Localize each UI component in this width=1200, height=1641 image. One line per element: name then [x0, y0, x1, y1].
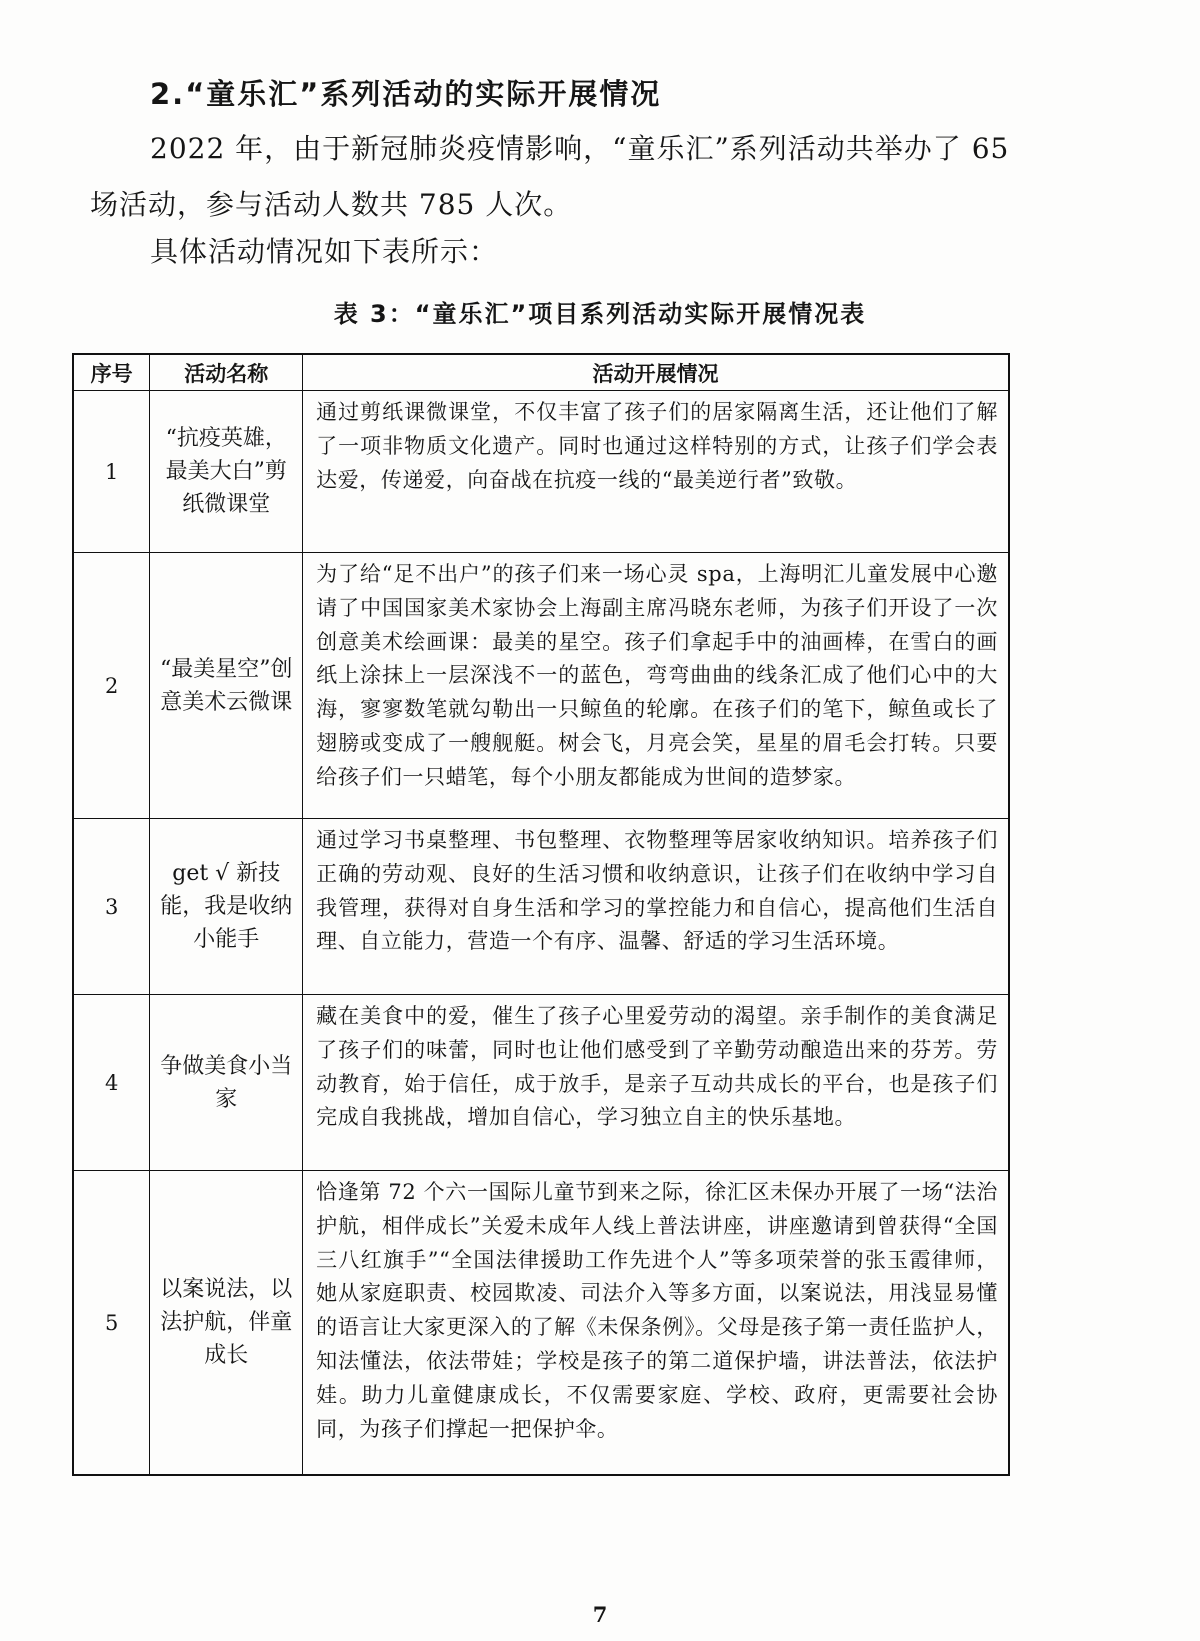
row-index: 5 — [73, 1171, 150, 1476]
row-activity-description: 为了给“足不出户”的孩子们来一场心灵 spa，上海明汇儿童发展中心邀请了中国国家美术家协会上海副主席冯晓东老师，为孩子们开设了一次创意美术绘画课：最美的星空。孩子们拿起手中的油画棒，在雪白的画纸上涂抹上一层深浅不一的蓝色，弯弯曲曲的线条汇成了他们心中的大海，寥寥数笔就勾勒出一只鲸鱼的轮廓。在孩子们的笔下，鲸鱼或长了翅膀或变成了一艘舰艇。树会飞，月亮会笑，星星的眉毛会打转。只要给孩子们一只蜡笔，每个小朋友都能成为世间的造梦家。 — [303, 553, 1009, 819]
row-activity-name: “抗疫英雄，最美大白”剪纸微课堂 — [150, 391, 303, 553]
table-header-row — [73, 354, 1009, 391]
header-activity-description: 活动开展情况 — [303, 354, 1009, 391]
table-row — [73, 391, 1009, 553]
row-activity-description: 通过剪纸课微课堂，不仅丰富了孩子们的居家隔离生活，还让他们了解了一项非物质文化遗产。同时也通过这样特别的方式，让孩子们学会表达爱，传递爱，向奋战在抗疫一线的“最美逆行者”致敬。 — [303, 391, 1009, 553]
row-activity-name: 争做美食小当家 — [150, 995, 303, 1171]
table-row — [73, 553, 1009, 819]
row-activity-name: “最美星空”创意美术云微课 — [150, 553, 303, 819]
row-activity-name: get √ 新技能，我是收纳小能手 — [150, 819, 303, 995]
table-intro-paragraph: 具体活动情况如下表所示： — [150, 235, 499, 268]
table-row — [73, 819, 1009, 995]
row-index: 4 — [73, 995, 150, 1171]
section-heading: 2.“童乐汇”系列活动的实际开展情况 — [150, 77, 662, 111]
row-index: 1 — [73, 391, 150, 553]
table-caption: 表 3：“童乐汇”项目系列活动实际开展情况表 — [333, 300, 867, 328]
header-index: 序号 — [73, 354, 150, 391]
page-number: 7 — [592, 1602, 608, 1627]
header-activity-name: 活动名称 — [150, 354, 303, 391]
row-activity-description: 通过学习书桌整理、书包整理、衣物整理等居家收纳知识。培养孩子们正确的劳动观、良好的生活习惯和收纳意识，让孩子们在收纳中学习自我管理，获得对自身生活和学习的掌控能力和自信心，提高他们生活自理、自立能力，营造一个有序、温馨、舒适的学习生活环境。 — [303, 819, 1009, 995]
table-row — [73, 1171, 1009, 1476]
row-index: 3 — [73, 819, 150, 995]
row-activity-description: 恰逢第 72 个六一国际儿童节到来之际，徐汇区未保办开展了一场“法治护航，相伴成长”关爱未成年人线上普法讲座，讲座邀请到曾获得“全国三八红旗手”“全国法律援助工作先进个人”等多项荣誉的张玉霞律师，她从家庭职责、校园欺凌、司法介入等多方面，以案说法，用浅显易懂的语言让大家更深入的了解《未保条例》。父母是孩子第一责任监护人，知法懂法，依法带娃；学校是孩子的第二道保护墙，讲法普法，依法护娃。助力儿童健康成长，不仅需要家庭、学校、政府，更需要社会协同，为孩子们撑起一把保护伞。 — [303, 1171, 1009, 1476]
row-activity-description: 藏在美食中的爱，催生了孩子心里爱劳动的渴望。亲手制作的美食满足了孩子们的味蕾，同时也让他们感受到了辛勤劳动酿造出来的芬芳。劳动教育，始于信任，成于放手，是亲子互动共成长的平台，也是孩子们完成自我挑战，增加自信心，学习独立自主的快乐基地。 — [303, 995, 1009, 1171]
row-activity-name: 以案说法，以法护航，伴童成长 — [150, 1171, 303, 1476]
intro-paragraph: 2022 年，由于新冠肺炎疫情影响，“童乐汇”系列活动共举办了 65 场活动，参与活动人数共 785 人次。 — [90, 132, 1010, 221]
row-index: 2 — [73, 553, 150, 819]
table-row — [73, 995, 1009, 1171]
activities-table — [72, 353, 1010, 1476]
